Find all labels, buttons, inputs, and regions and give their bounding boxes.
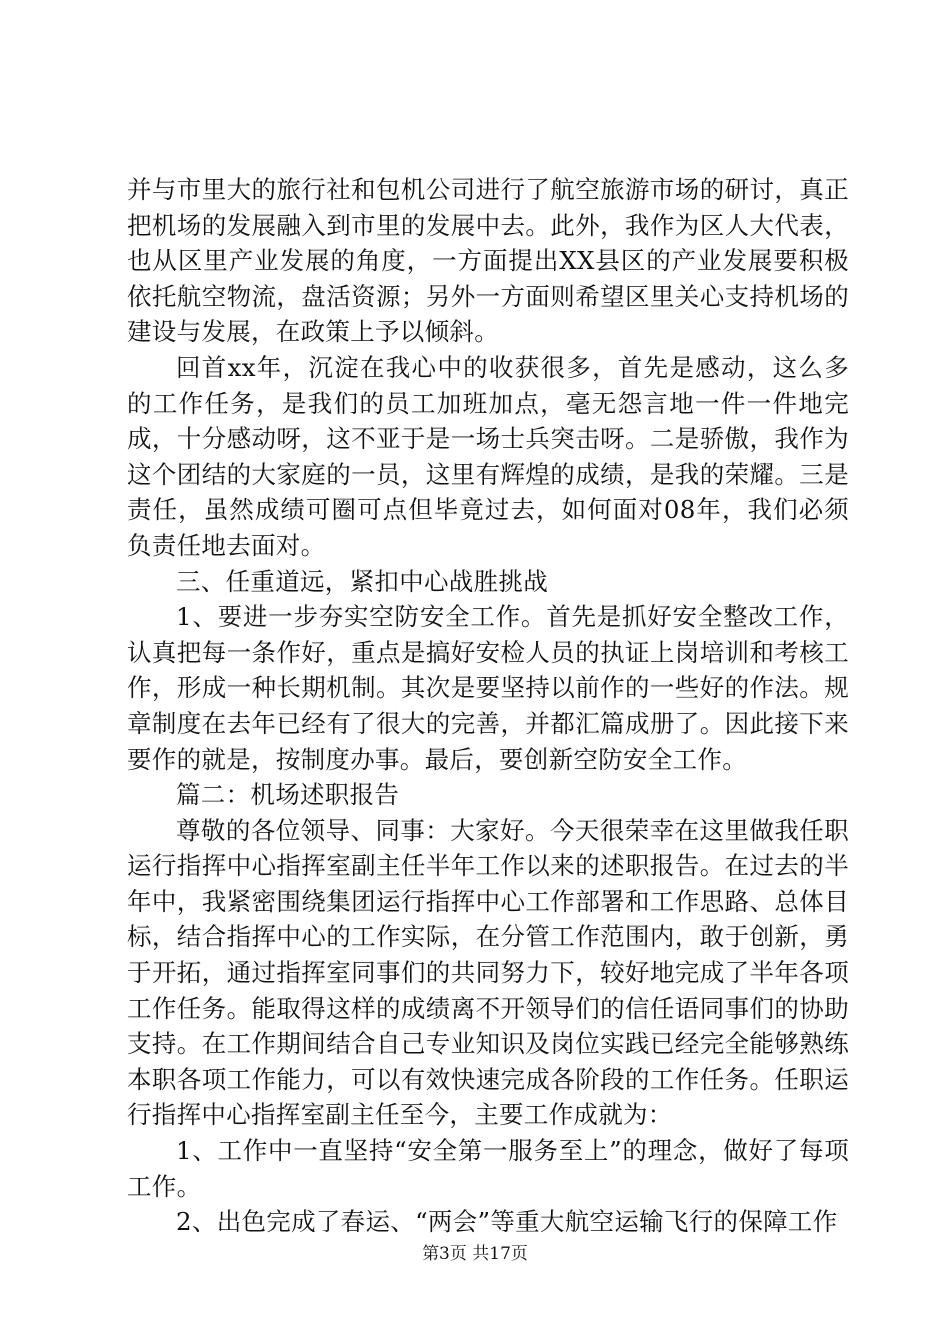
page-footer: 第3页 共17页 <box>422 1244 528 1264</box>
paragraph-1: 并与市里大的旅行社和包机公司进行了航空旅游市场的研讨，真正把机场的发展融入到市里的发展中去。此外，我作为区人大代表，也从区里产业发展的角度，一方面提出XX县区的产业发展要积极依托航空物流，盘活资源；另外一方面则希望区里关心支持机场的建设与发展，在政策上予以倾斜。 <box>127 175 849 347</box>
paragraph-2: 回首xx年，沉淀在我心中的收获很多，首先是感动，这么多的工作任务，是我们的员工加班加点，毫无怨言地一件一件地完成，十分感动呀，这不亚于是一场士兵突击呀。二是骄傲，我作为这个团结的大家庭的一员，这里有辉煌的成绩，是我的荣耀。三是责任，虽然成绩可圈可点但毕竟过去，如何面对08年，我们必须负责任地去面对。 <box>127 352 849 560</box>
paragraph-4: 1、要进一步夯实空防安全工作。首先是抓好安全整改工作，认真把每一条作好，重点是搞好安检人员的执证上岗培训和考核工作，形成一种长期机制。其次是要坚持以前作的一些好的作法。规章制度在去年已经有了很大的完善，并都汇篇成册了。因此接下来要作的就是，按制度办事。最后，要创新空防安全工作。 <box>127 602 849 774</box>
section-heading-3: 三、任重道远，紧扣中心战胜挑战 <box>176 566 548 596</box>
paragraph-6: 尊敬的各位领导、同事：大家好。今天很荣幸在这里做我任职运行指挥中心指挥室副主任半年工作以来的述职报告。在过去的半年中，我紧密围绕集团运行指挥中心工作部署和工作思路、总体目标，结合指挥中心的工作实际，在分管工作范围内，敢于创新，勇于开拓，通过指挥室同事们的共同努力下，较好地完成了半年各项工作任务。能取得这样的成绩离不开领导们的信任语同事们的协助支持。在工作期间结合自己专业知识及岗位实践已经完全能够熟练本职各项工作能力，可以有效快速完成各阶段的工作任务。任职运行指挥中心指挥室副主任至今，主要工作成就为： <box>127 815 849 1130</box>
list-item-2: 2、出色完成了春运、“两会”等重大航空运输飞行的保障工作 <box>176 1207 838 1237</box>
list-item-1: 1、工作中一直坚持“安全第一服务至上”的理念，做好了每项工作。 <box>127 1136 849 1201</box>
document-body <box>127 172 849 1240</box>
chapter-title-2: 篇二：机场述职报告 <box>176 780 400 810</box>
